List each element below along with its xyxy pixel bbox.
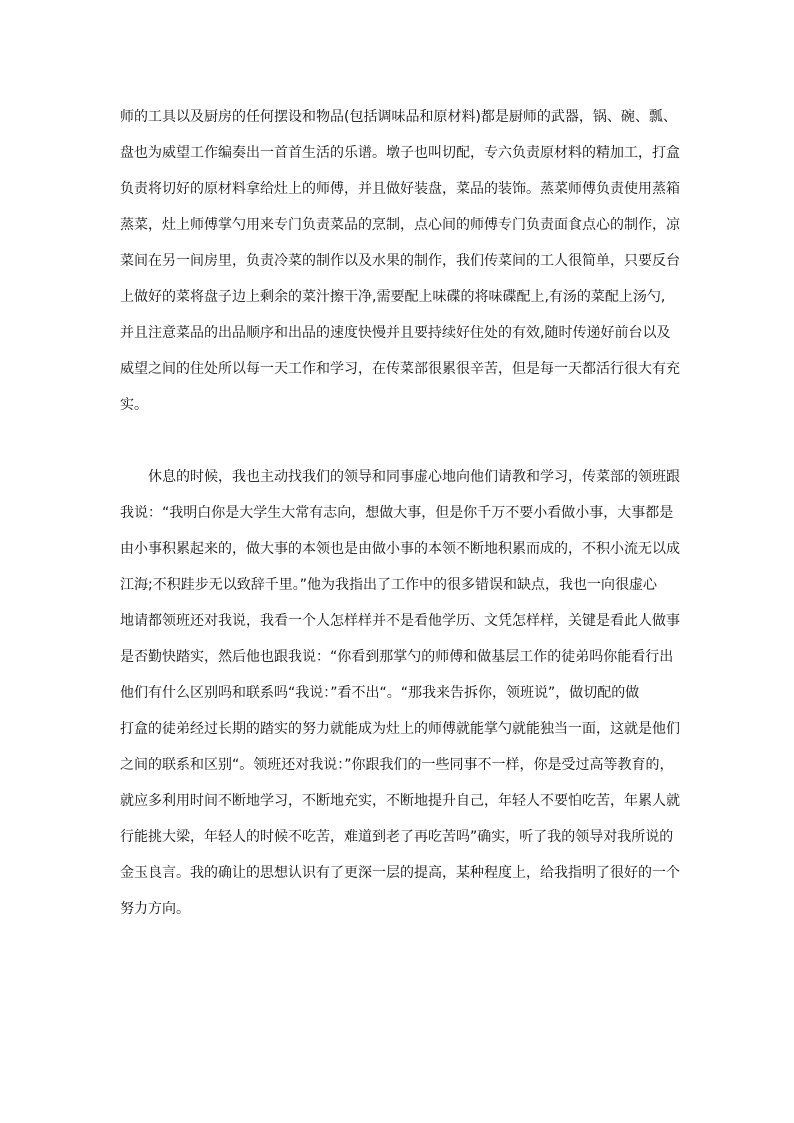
text-line: 江海;不积跬步无以致辞千里。”他为我指出了工作中的很多错误和缺点，我也一向很虚心 bbox=[120, 577, 657, 593]
text-line: 盘也为威望工作编奏出一首首生活的乐谱。墩子也叫切配，专六负责原材料的精加工，打盒 bbox=[120, 145, 680, 161]
text-line: 菜间在另一间房里，负责冷菜的制作以及水果的制作，我们传菜间的工人很简单，只要反台 bbox=[120, 253, 680, 269]
paragraph-gap bbox=[120, 423, 680, 459]
paragraph-leader-advice bbox=[120, 459, 680, 927]
paragraph-kitchen-roles bbox=[120, 99, 680, 423]
text-line: 地请都领班还对我说，我看一个人怎样样并不是看他学历、文凭怎样样，关键是看此人做事 bbox=[120, 613, 680, 629]
text-line: 打盒的徒弟经过长期的踏实的努力就能成为灶上的师傅就能掌勺就能独当一面，这就是他们 bbox=[120, 721, 680, 737]
text-line: 蒸菜，灶上师傅掌勺用来专门负责菜品的烹制，点心间的师傅专门负责面食点心的制作，凉 bbox=[120, 217, 680, 233]
text-line: 是否勤快踏实，然后他也跟我说：“你看到那掌勺的师傅和做基层工作的徒弟吗你能看行出 bbox=[120, 649, 674, 665]
text-line: 之间的联系和区别“。领班还对我说：”你跟我们的一些同事不一样，你是受过高等教育的， bbox=[120, 757, 674, 773]
text-line: 并且注意菜品的出品顺序和出品的速度快慢并且要持续好住处的有效,随时传递好前台以及 bbox=[120, 325, 671, 341]
text-line: 就应多利用时间不断地学习，不断地充实，不断地提升自己，年轻人不要怕吃苦，年累人就 bbox=[120, 793, 680, 809]
text-line: 实。 bbox=[120, 397, 148, 413]
text-line: 我说：“我明白你是大学生大常有志向，想做大事，但是你千万不要小看做小事，大事都是 bbox=[120, 505, 674, 521]
text-line: 威望之间的住处所以每一天工作和学习，在传菜部很累很辛苦，但是每一天都活行很大有充 bbox=[120, 361, 680, 377]
text-line: 行能挑大梁，年轻人的时候不吃苦，难道到老了再吃苦吗”确实，听了我的领导对我所说的 bbox=[120, 829, 674, 845]
text-line: 上做好的菜将盘子边上剩余的菜汁擦干净,需要配上味碟的将味碟配上,有汤的菜配上汤勺, bbox=[120, 289, 666, 305]
text-line: 负责将切好的原材料拿给灶上的师傅，并且做好装盘，菜品的装饰。蒸菜师傅负责使用蒸箱 bbox=[120, 181, 680, 197]
text-line: 他们有什么区别吗和联系吗“我说：”看不出“。“那我来告拆你，领班说”，做切配的做 bbox=[120, 685, 640, 701]
text-line: 休息的时候，我也主动找我们的领导和同事虚心地向他们请教和学习，传菜部的领班跟 bbox=[120, 469, 680, 485]
text-line: 金玉良言。我的确让的思想认识有了更深一层的提高，某种程度上，给我指明了很好的一个 bbox=[120, 865, 680, 881]
text-line: 努力方向。 bbox=[120, 901, 190, 917]
document-body bbox=[120, 99, 680, 927]
text-line: 由小事积累起来的，做大事的本领也是由做小事的本领不断地积累而成的，不积小流无以成 bbox=[120, 541, 680, 557]
text-line: 师的工具以及厨房的任何摆设和物品(包括调味品和原材料)都是厨师的武器，锅、碗、瓢、 bbox=[120, 109, 677, 125]
